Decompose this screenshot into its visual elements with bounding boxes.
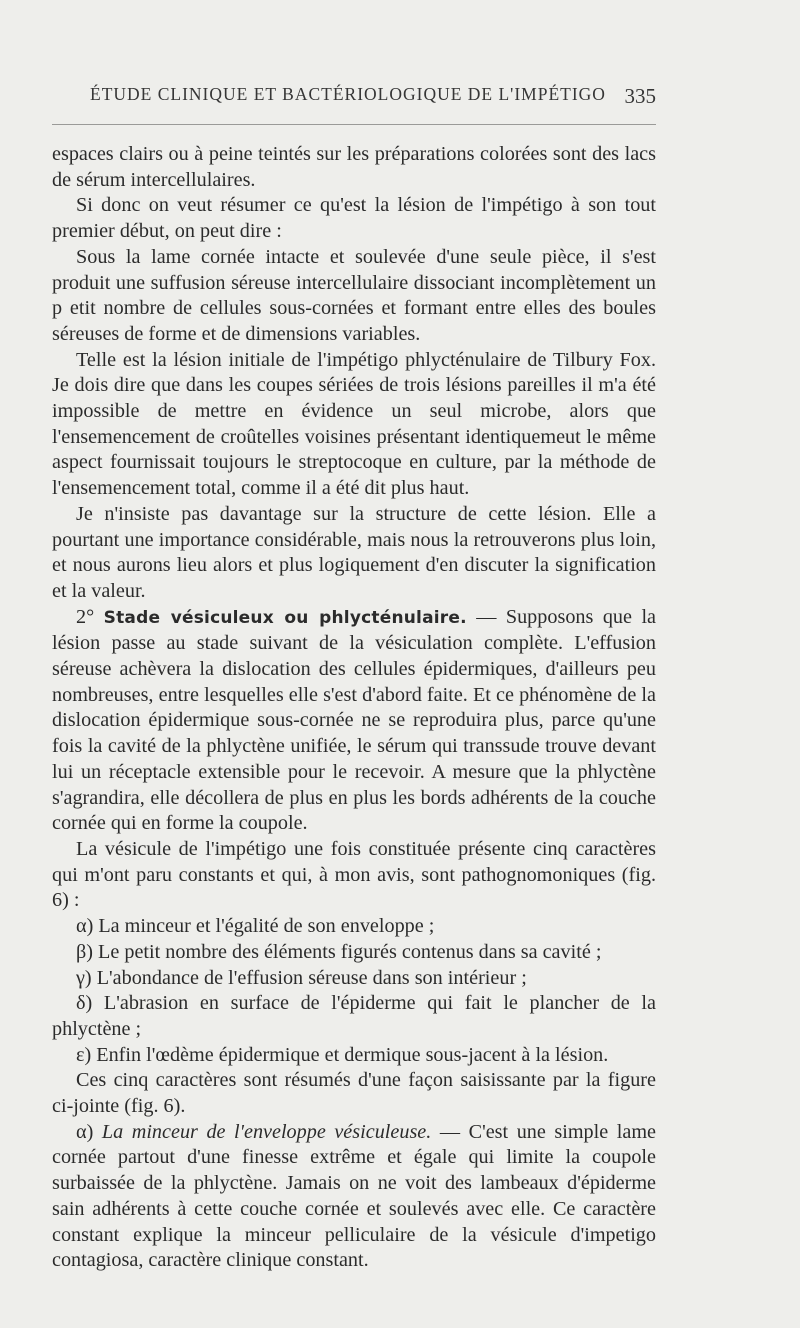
section-number: 2° bbox=[76, 605, 95, 628]
paragraph-1: espaces clairs ou à peine teintés sur les préparations colorées sont des lacs de sérum intercellulaires. bbox=[52, 143, 656, 191]
paragraph-8: Ces cinq caractères sont résumés d'une façon saisissante par la figure ci-jointe (fig. 6). bbox=[52, 1069, 656, 1118]
running-title: ÉTUDE CLINIQUE ET BACTÉRIOLOGIQUE DE L'IMPÉTIGO bbox=[90, 84, 606, 104]
list-item-gamma: γ) L'abondance de l'effusion séreuse dans son intérieur ; bbox=[76, 966, 527, 989]
paragraph-7: La vésicule de l'impétigo une fois constituée présente cinq caractères qui m'ont paru constants et qui, à mon avis, sont pathognomoniques (fig. 6) : bbox=[52, 837, 656, 912]
paragraph-3: Sous la lame cornée intacte et soulevée d'une seule pièce, il s'est produit une suffusion séreuse intercellulaire dissociant incomplètement un p etit nombre de cellules sous-cornées et formant entre elles des boules séreuses de forme et de dimensions variables. bbox=[52, 245, 656, 345]
list-item-delta: δ) L'abrasion en surface de l'épiderme qui fait le plancher de la phlyctène ; bbox=[52, 992, 656, 1040]
list-item-epsilon: ε) Enfin l'œdème épidermique et dermique sous-jacent à la lésion. bbox=[76, 1043, 609, 1066]
list-item-beta: β) Le petit nombre des éléments figurés contenus dans sa cavité ; bbox=[76, 940, 602, 963]
header-rule bbox=[52, 124, 656, 125]
paragraph-2: Si donc on veut résumer ce qu'est la lésion de l'impétigo à son tout premier début, on peut dire : bbox=[52, 194, 656, 243]
body-text bbox=[52, 142, 656, 1274]
page-number: 335 bbox=[624, 84, 656, 108]
paragraph-9 bbox=[52, 1120, 656, 1274]
section-heading: Stade vésiculeux ou phlycténulaire. bbox=[103, 607, 467, 628]
paragraph-4: Telle est la lésion initiale de l'impétigo phlycténulaire de Tilbury Fox. Je dois dire que dans les coupes sériées de trois lésions pareilles il m'a été impossible de mettre en évidence un seul microbe, alors que l'ensemencement de croûtelles voisines présentant identiquemeut le même aspect fournissait toujours le streptocoque en culture, par la méthode de l'ensemencement total, comme il a été dit plus haut. bbox=[52, 348, 656, 500]
running-header bbox=[52, 84, 656, 114]
list-item-alpha: α) La minceur et l'égalité de son enveloppe ; bbox=[76, 915, 435, 938]
paragraph-6-text: — Supposons que la lésion passe au stade suivant de la vésiculation complète. L'effusion séreuse achèvera la dislocation des cellules épidermiques, d'ailleurs peu nombreuses, entre lesquelles elle s'est d'abord faite. Et ce phénomène de la dislocation épidermique sous-cornée ne se reproduira plus, parce qu'une fois la cavité de la phlyctène unifiée, le sérum qui transsude trouve devant lui un réceptacle extensible pour le recevoir. A mesure que la phlyctène s'agrandira, elle décollera de plus en plus les bords adhérents de la couche cornée qui en forme la coupole. bbox=[52, 605, 657, 835]
subsection-label: α) bbox=[76, 1120, 94, 1143]
paragraph-9-text: — C'est une simple lame cornée partout d'une finesse extrême et égale qui limite la coupole surbaissée de la phlyctène. Jamais on ne voit des lambeaux d'épiderme sain adhérents à cette couche cornée et soulevés avec elle. Ce caractère constant explique la minceur pelliculaire de la vésicule d'impetigo contagiosa, caractère clinique constant. bbox=[52, 1120, 657, 1272]
paragraph-5: Je n'insiste pas davantage sur la structure de cette lésion. Elle a pourtant une importance considérable, mais nous la retrouverons plus loin, et nous aurons lieu alors et plus logiquement d'en discuter la signification et la valeur. bbox=[52, 502, 656, 602]
paragraph-6 bbox=[52, 605, 656, 837]
subsection-heading: La minceur de l'enveloppe vésiculeuse. bbox=[101, 1120, 432, 1143]
